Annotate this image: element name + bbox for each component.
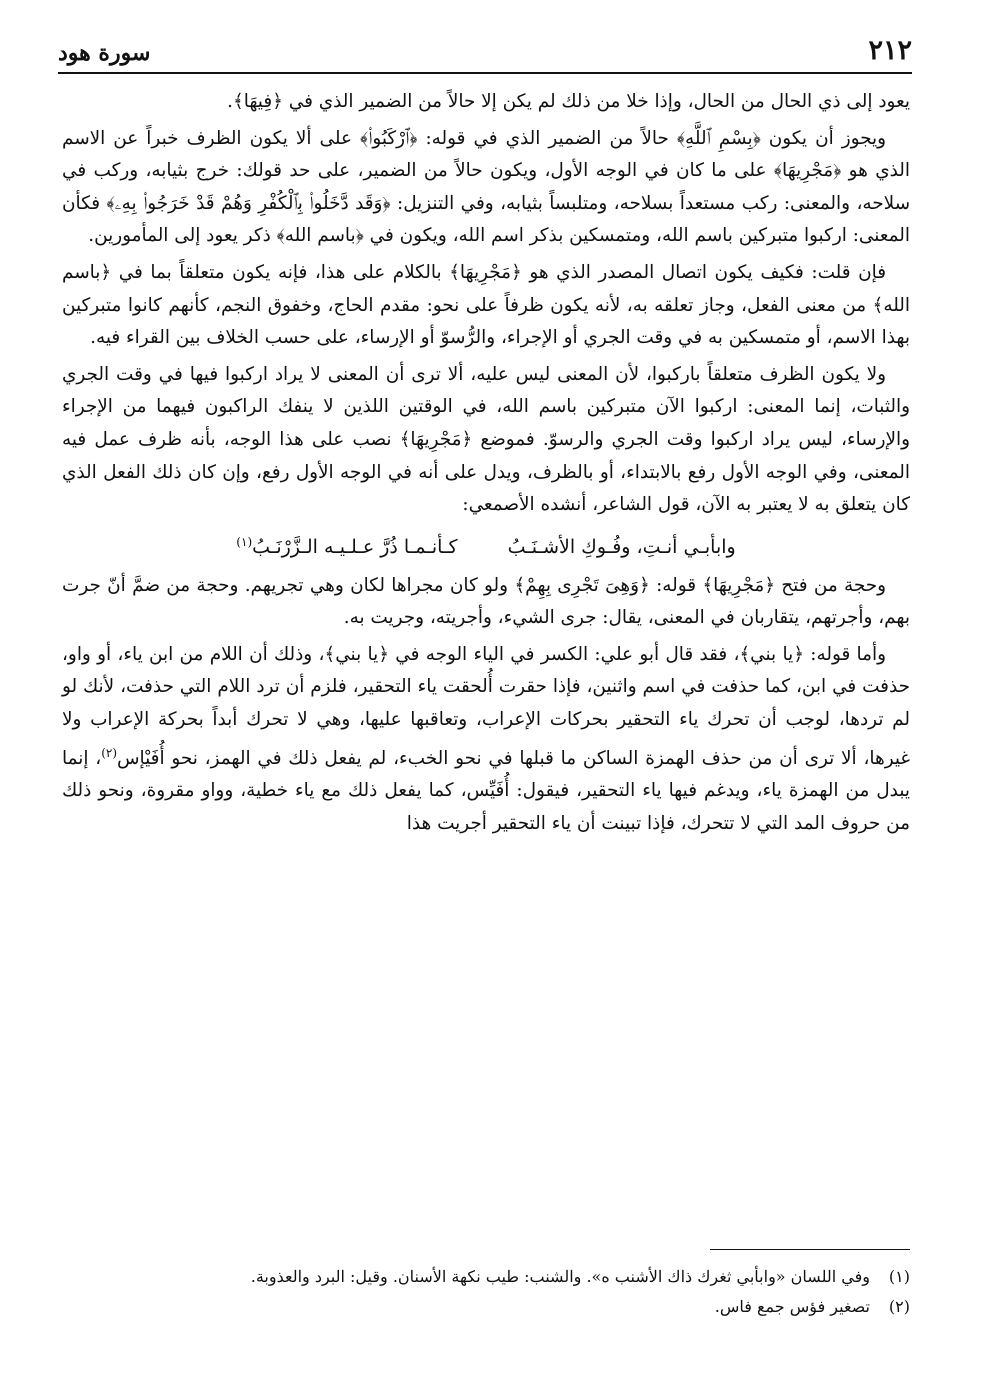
paragraph — [62, 639, 910, 841]
footnote — [62, 1292, 910, 1322]
body-text — [62, 86, 910, 845]
paragraph: فإن قلت: فكيف يكون اتصال المصدر الذي هو ﴿مَجْرِيهَا﴾ بالكلام على هذا، فإنه يكون متعلقاً بما في ﴿باسم الله﴾ من معنى الفعل، وجاز تعلقه به، لأنه يكون ظرفاً على نحو: مقدم الحاج، وخفوق النجم، كأنهم كانوا متبركين بهذا الاسم، أو متمسكين به في وقت الجري أو الإجراء، والرُّسوّ أو الإرساء، على حسب الخلاف بين القراء فيه. — [62, 261, 910, 349]
footnote-marker-1: (١) — [236, 534, 253, 549]
footnote-number: (٢) — [888, 1297, 910, 1316]
poetry-verse — [62, 526, 910, 564]
paragraph: ولا يكون الظرف متعلقاً باركبوا، لأن المعنى ليس عليه، ألا ترى أن المعنى لا يراد اركبوا فيها في وقت الجري والثبات، إنما المعنى: اركبوا الآن متبركين باسم الله، في الوقتين اللذين لا ينفك الراكبون فيهما من الإجراء والإرساء، ليس يراد اركبوا وقت الجري والرسوّ. فموضع ﴿مَجْرِيهَا﴾ نصب على هذا الوجه، بأنه ظرف عمل فيه المعنى، وفي الوجه الأول رفع بالابتداء، أو بالظرف، ويدل على أنه في الوجه الأول رفع، وإن كان ذلك الفعل الذي كان يتعلق به لا يعتبر به الآن، قول الشاعر، أنشده الأصمعي: — [62, 363, 910, 516]
header-rule — [58, 72, 912, 74]
footnote-text: وفي اللسان «وابأبي ثغرك ذاك الأشنب ه». والشنب: طيب نكهة الأسنان. وقيل: البرد والعذوبة. — [250, 1267, 870, 1286]
footnote-text: تصغير فؤس جمع فاس. — [714, 1297, 870, 1316]
footnotes — [62, 1262, 910, 1322]
footnote-rule — [710, 1249, 910, 1250]
verse-hemistich-2-text: كـأنـمـا ذُرَّ عـلـيـه الـزَّرْنَـبُ — [252, 536, 458, 559]
page-header — [58, 22, 912, 66]
paragraph-tail: ، إنما يبدل من الهمزة ياء، ويدغم فيها ياء التحقير، فيقول: أُفَيِّس، كما يفعل ذلك مع ياء خطية، وواو مقروة، ونحو ذلك من حروف المد التي لا تتحرك، فإذا تبينت أن ياء التحقير أجريت هذا — [62, 747, 910, 834]
footnote-number: (١) — [888, 1267, 910, 1286]
footnote-marker-2: (٢) — [101, 745, 118, 760]
verse-hemistich-1: وابأبـي أنـتِ، وفُـوكِ الأشـنَـبُ — [507, 536, 736, 559]
paragraph: ويجوز أن يكون ﴿بِسْمِ ٱللَّهِ﴾ حالاً من الضمير الذي في قوله: ﴿ٱرْكَبُوا۟﴾ على ألا يكون الظرف خبراً عن الاسم الذي هو ﴿مَجْرِيهَا﴾ على ما كان في الوجه الأول، ويكون حالاً من الضمير، على حد قولك: خرج بثيابه، وركب في سلاحه، والمعنى: ركب مستعداً بسلاحه، ومتلبساً بثيابه، وفي التنزيل: ﴿وَقَد دَّخَلُوا۟ بِٱلْكُفْرِ وَهُمْ قَدْ خَرَجُوا۟ بِهِۦ﴾ فكأن المعنى: اركبوا متبركين باسم الله، ومتمسكين بذكر اسم الله، ويكون في ﴿باسم الله﴾ ذكر يعود إلى المأمورين. — [62, 127, 910, 247]
paragraph: يعود إلى ذي الحال من الحال، وإذا خلا من ذلك لم يكن إلا حالاً من الضمير الذي في ﴿فِيهَا﴾. — [227, 91, 910, 112]
paragraph-text: وأما قوله: ﴿يا بني﴾، فقد قال أبو علي: الكسر في الياء الوجه في ﴿يا بني﴾، وذلك أن اللام من ابن ياء، أو واو، حذفت في ابن، كما حذفت في اسم واثنين، فإذا حقرت أُلحقت ياء التحقير، فلزم أن ترد اللام التي حذفت، لأنك لو لم تردها، لوجب أن تحرك ياء التحقير بحركات الإعراب، وتعاقبها عليها، وهي لا تحرك أبداً بحركة الإعراب ولا غيرها، ألا ترى أن من حذف الهمزة الساكن ما قبلها في نحو الخبء، لم يفعل ذلك في الهمز، نحو أُفَيْإس — [62, 643, 911, 769]
surah-title: سورة هود — [58, 40, 151, 66]
page-number: ٢١٢ — [868, 35, 912, 66]
verse-hemistich-2 — [236, 526, 457, 564]
paragraph: وحجة من فتح ﴿مَجْرِيهَا﴾ قوله: ﴿وَهِىَ تَجْرِى بِهِمْ﴾ ولو كان مجراها لكان وهي تجريهم. وحجة من ضمَّ أنّ جرت بهم، وأجرتهم، يتقاربان في المعنى، يقال: جرى الشيء، وأجريته، وجريت به. — [62, 574, 910, 629]
footnote — [62, 1262, 910, 1292]
